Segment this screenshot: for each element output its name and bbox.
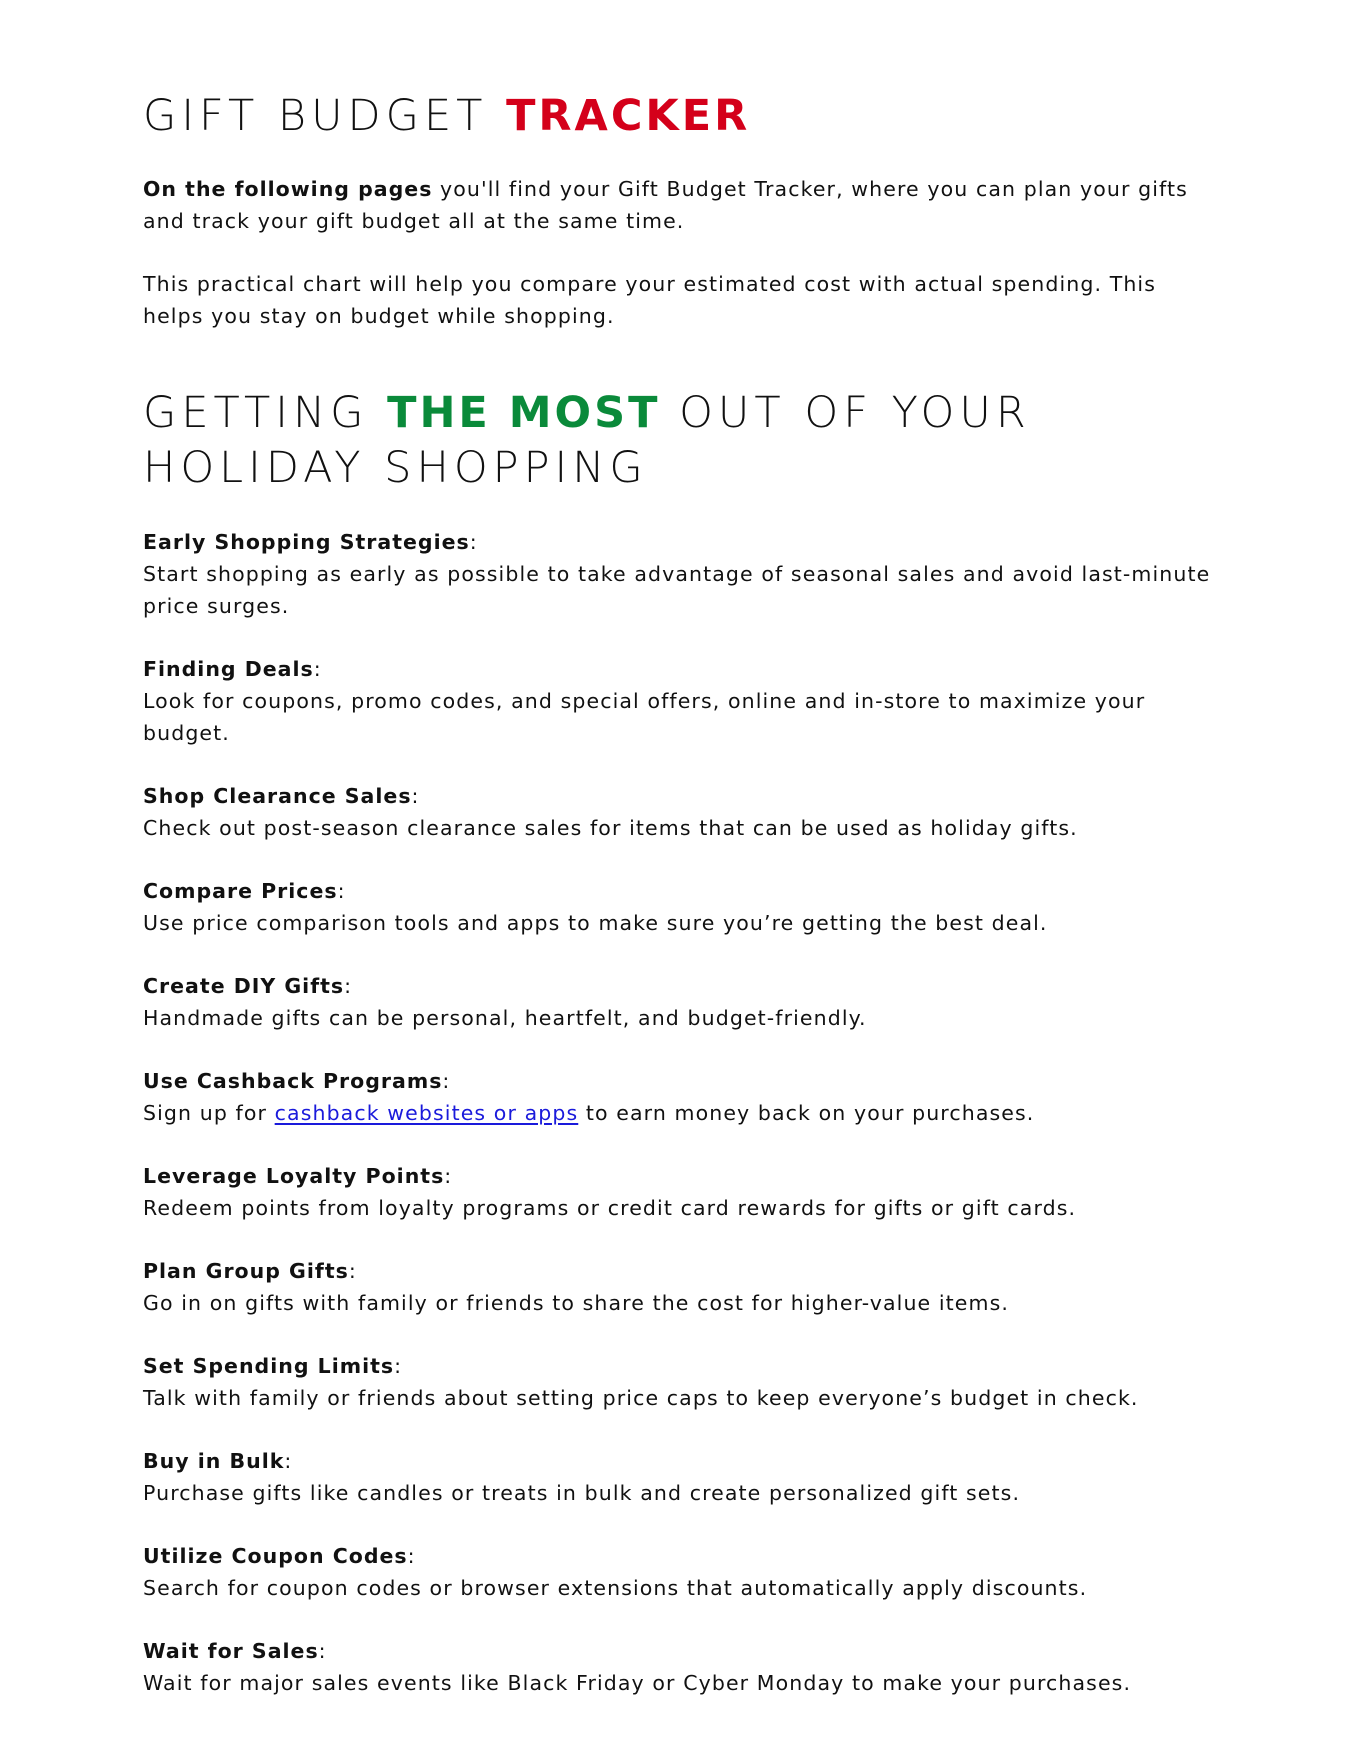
page-title-accent: TRACKER bbox=[506, 91, 751, 141]
intro-paragraph-2: This practical chart will help you compare your estimated cost with actual spending. This helps you stay on budget while shopping. bbox=[143, 272, 1156, 328]
tip-heading: Leverage Loyalty Points bbox=[143, 1164, 445, 1188]
tip-item bbox=[143, 1350, 1223, 1414]
tip-heading: Set Spending Limits bbox=[143, 1354, 395, 1378]
tip-heading: Utilize Coupon Codes bbox=[143, 1544, 408, 1568]
section-heading-block bbox=[143, 386, 1223, 496]
tip-colon: : bbox=[348, 1259, 357, 1283]
tip-body: Start shopping as early as possible to take advantage of seasonal sales and avoid last-minute price surges. bbox=[143, 562, 1211, 618]
tip-item bbox=[143, 1540, 1223, 1604]
tip-heading: Plan Group Gifts bbox=[143, 1259, 349, 1283]
tip-body bbox=[143, 1097, 1223, 1129]
section-title-accent: THE MOST bbox=[387, 388, 661, 438]
tip-body: Talk with family or friends about setting price caps to keep everyone’s budget in check. bbox=[143, 1386, 1139, 1410]
tip-body: Handmade gifts can be personal, heartfelt, and budget-friendly. bbox=[143, 1006, 867, 1030]
tip-colon: : bbox=[411, 784, 420, 808]
tips-list bbox=[143, 526, 1223, 1699]
tip-colon: : bbox=[469, 530, 478, 554]
tip-colon: : bbox=[344, 974, 353, 998]
tip-colon: : bbox=[313, 657, 322, 681]
tip-colon: : bbox=[337, 879, 346, 903]
tip-item bbox=[143, 1065, 1223, 1129]
tip-body-before-link: Sign up for bbox=[143, 1101, 275, 1125]
tip-body: Look for coupons, promo codes, and special offers, online and in-store to maximize your budget. bbox=[143, 689, 1146, 745]
tip-heading: Use Cashback Programs bbox=[143, 1069, 443, 1093]
tip-heading: Compare Prices bbox=[143, 879, 338, 903]
tip-colon: : bbox=[318, 1639, 327, 1663]
tip-item bbox=[143, 875, 1223, 939]
tip-heading: Early Shopping Strategies bbox=[143, 530, 470, 554]
tip-colon: : bbox=[442, 1069, 451, 1093]
tip-item bbox=[143, 1160, 1223, 1224]
tip-item bbox=[143, 970, 1223, 1034]
intro-paragraph-1-text: you'll find your Gift Budget Tracker, where you can plan your gifts and track your gift budget all at the same time. bbox=[143, 177, 1188, 233]
tip-heading: Finding Deals bbox=[143, 657, 314, 681]
tip-heading: Buy in Bulk bbox=[143, 1449, 285, 1473]
tip-item bbox=[143, 780, 1223, 844]
tip-body: Check out post-season clearance sales for items that can be used as holiday gifts. bbox=[143, 816, 1078, 840]
intro-paragraph-1 bbox=[143, 173, 1223, 237]
tip-item bbox=[143, 1635, 1223, 1699]
tip-heading: Create DIY Gifts bbox=[143, 974, 345, 998]
section-title-before: GETTING bbox=[143, 388, 388, 438]
tip-heading: Shop Clearance Sales bbox=[143, 784, 412, 808]
page-title bbox=[143, 86, 1223, 146]
tip-heading: Wait for Sales bbox=[143, 1639, 319, 1663]
tip-colon: : bbox=[394, 1354, 403, 1378]
tip-body: Go in on gifts with family or friends to share the cost for higher-value items. bbox=[143, 1291, 1009, 1315]
cashback-link[interactable]: cashback websites or apps bbox=[274, 1101, 579, 1125]
tip-body-after-link: to earn money back on your purchases. bbox=[578, 1101, 1035, 1125]
tip-body: Wait for major sales events like Black Friday or Cyber Monday to make your purchases. bbox=[143, 1671, 1132, 1695]
section-title bbox=[143, 386, 1223, 496]
tip-body: Purchase gifts like candles or treats in bulk and create personalized gift sets. bbox=[143, 1481, 1021, 1505]
tip-body: Search for coupon codes or browser extensions that automatically apply discounts. bbox=[143, 1576, 1088, 1600]
tip-item bbox=[143, 1445, 1223, 1509]
document-page bbox=[143, 86, 1223, 1730]
page-title-plain: GIFT BUDGET bbox=[143, 91, 507, 141]
intro-bold-lead: On the following pages bbox=[143, 177, 433, 201]
tip-colon: : bbox=[407, 1544, 416, 1568]
tip-colon: : bbox=[284, 1449, 293, 1473]
section-title-after: OUT OF YOUR HOLIDAY SHOPPING bbox=[143, 388, 1031, 493]
tip-item bbox=[143, 1255, 1223, 1319]
tip-body: Redeem points from loyalty programs or credit card rewards for gifts or gift cards. bbox=[143, 1196, 1077, 1220]
tip-item bbox=[143, 526, 1223, 622]
tip-colon: : bbox=[444, 1164, 453, 1188]
tip-body: Use price comparison tools and apps to make sure you’re getting the best deal. bbox=[143, 911, 1048, 935]
tip-item bbox=[143, 653, 1223, 749]
